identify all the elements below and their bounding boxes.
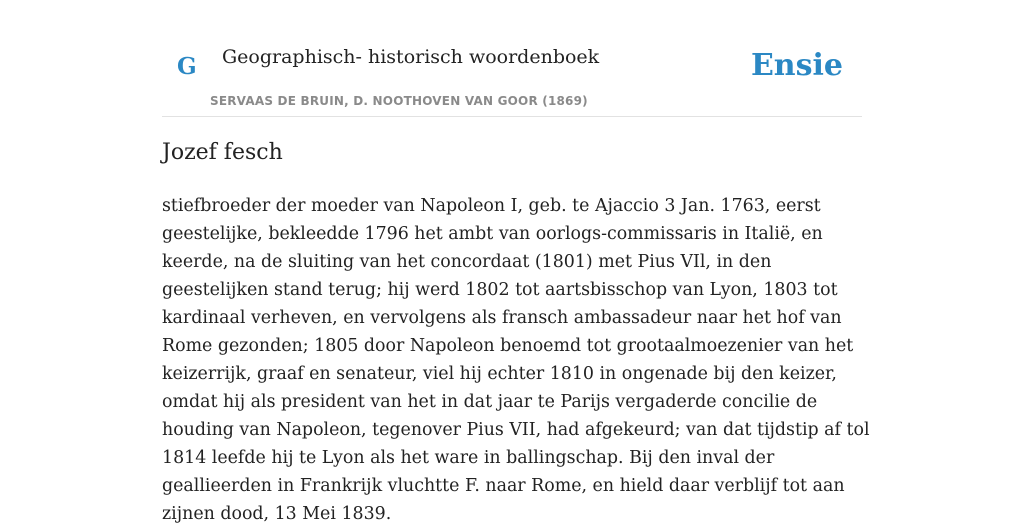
book-letter-icon[interactable]: G bbox=[177, 53, 197, 80]
brand-logo[interactable]: Ensie bbox=[750, 48, 843, 83]
book-author: SERVAAS DE BRUIN, D. NOOTHOVEN VAN GOOR (1869) bbox=[210, 94, 588, 108]
book-title[interactable]: Geographisch- historisch woordenboek bbox=[222, 46, 600, 68]
book-header bbox=[162, 0, 862, 117]
entry-card bbox=[162, 0, 870, 524]
entry-title: Jozef fesch bbox=[162, 140, 283, 165]
entry-body: stiefbroeder der moeder van Napoleon I, geb. te Ajaccio 3 Jan. 1763, eerst geestelijke, bekleedde 1796 het ambt van oorlogs-commissaris in Italië, en keerde, na de sluiting van het concordaat (1801) met Pius VIl, in den geestelijken stand terug; hij werd 1802 tot aartsbisschop van Lyon, 1803 tot kardinaal verheven, en vervolgens als fransch ambassadeur naar het hof van Rome gezonden; 1805 door Napoleon benoemd tot grootaalmoezenier van het keizerrijk, graaf en senateur, viel hij echter 1810 in ongenade bij den keizer, omdat hij als president van het in dat jaar te Parijs vergaderde concilie de houding van Napoleon, tegenover Pius VII, had afgekeurd; van dat tijdstip af tol 1814 leefde hij te Lyon als het ware in ballingschap. Bij den inval der geallieerden in Frankrijk vluchtte F. naar Rome, en hield daar verblijf tot aan zijnen dood, 13 Mei 1839. bbox=[162, 196, 870, 524]
